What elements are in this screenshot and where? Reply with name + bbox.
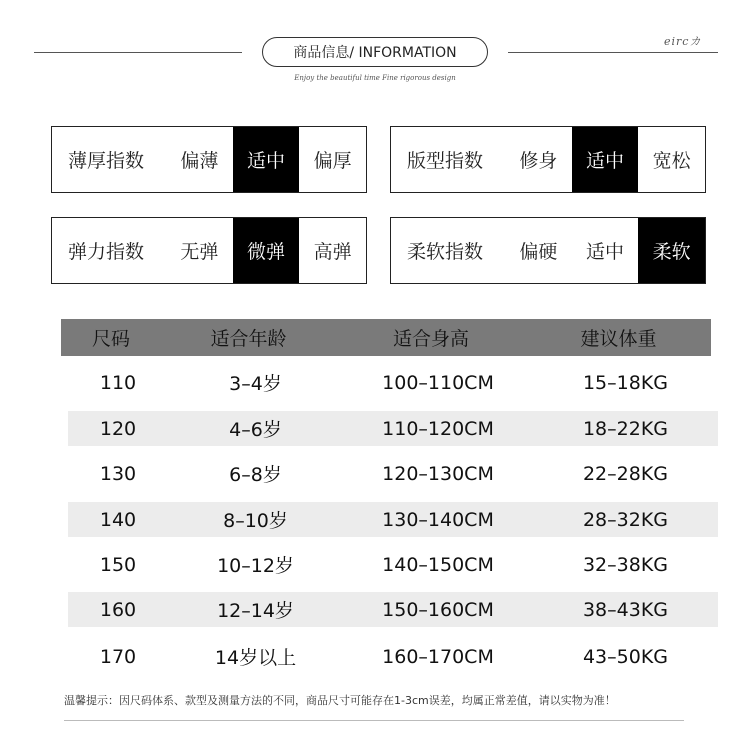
- table-row: [68, 639, 718, 674]
- cell-size: 130: [99, 462, 137, 485]
- cell-height: 130–140CM: [382, 508, 494, 531]
- cell-weight: 38–43KG: [582, 598, 669, 621]
- cell-age: 6–8岁: [229, 464, 282, 486]
- index-label: 薄厚指数: [68, 150, 145, 172]
- table-row: [68, 592, 718, 627]
- index-option: 偏硬: [519, 241, 558, 263]
- table-row: [68, 547, 718, 582]
- cell-height: 110–120CM: [382, 417, 494, 440]
- cell-age: 12–14岁: [217, 600, 294, 622]
- cell-height: 120–130CM: [382, 462, 494, 485]
- cell-size: 160: [99, 598, 137, 621]
- table-row: [68, 411, 718, 446]
- cell-height: 160–170CM: [382, 645, 494, 668]
- index-option: 无弹: [180, 241, 219, 263]
- footer-rule: [64, 720, 684, 721]
- index-option-selected: 适中: [233, 127, 300, 192]
- header-rule-right: [508, 52, 718, 53]
- index-option: 宽松: [652, 150, 691, 172]
- table-row: [68, 365, 718, 400]
- table-row: [68, 502, 718, 537]
- index-label: 弹力指数: [68, 241, 145, 263]
- cell-weight: 32–38KG: [582, 553, 669, 576]
- cell-size: 170: [99, 645, 137, 668]
- cell-weight: 15–18KG: [582, 371, 669, 394]
- cell-weight: 18–22KG: [582, 417, 669, 440]
- cell-height: 140–150CM: [382, 553, 494, 576]
- disclaimer-note: 温馨提示：因尺码体系、款型及测量方法的不同，商品尺寸可能存在1-3cm误差，均属正常差值，请以实物为准！: [64, 694, 616, 707]
- cell-height: 150–160CM: [382, 598, 494, 621]
- index-elasticity: [51, 217, 367, 284]
- index-option-selected: 适中: [572, 127, 639, 192]
- column-header-age: 适合年龄: [210, 328, 287, 350]
- column-header-weight: 建议体重: [580, 328, 657, 350]
- index-softness: [390, 217, 706, 284]
- index-option-selected: 柔软: [638, 218, 705, 283]
- cell-size: 140: [99, 508, 137, 531]
- table-row: [68, 456, 718, 491]
- column-header-height: 适合身高: [392, 328, 469, 350]
- index-label: 柔软指数: [407, 241, 484, 263]
- index-option: 适中: [586, 241, 625, 263]
- cell-weight: 22–28KG: [582, 462, 669, 485]
- index-thickness: [51, 126, 367, 193]
- cell-age: 8–10岁: [223, 510, 288, 532]
- cell-size: 110: [99, 371, 137, 394]
- cell-age: 14岁以上: [214, 647, 297, 669]
- column-header-size: 尺码: [91, 328, 130, 350]
- index-option: 高弹: [313, 241, 352, 263]
- page-subtitle: Enjoy the beautiful time Fine rigorous design: [294, 74, 456, 82]
- cell-age: 10–12岁: [217, 555, 294, 577]
- cell-weight: 28–32KG: [582, 508, 669, 531]
- cell-age: 4–6岁: [229, 419, 282, 441]
- page-title: 商品信息/ INFORMATION: [262, 37, 488, 67]
- cell-size: 150: [99, 553, 137, 576]
- index-option: 偏薄: [180, 150, 219, 172]
- brand-logo: eircカ: [664, 35, 702, 48]
- size-table-header: [61, 319, 711, 356]
- index-option-selected: 微弹: [233, 218, 300, 283]
- index-label: 版型指数: [407, 150, 484, 172]
- cell-age: 3–4岁: [229, 373, 282, 395]
- cell-size: 120: [99, 417, 137, 440]
- cell-height: 100–110CM: [382, 371, 494, 394]
- cell-weight: 43–50KG: [582, 645, 669, 668]
- index-fit: [390, 126, 706, 193]
- index-option: 偏厚: [313, 150, 352, 172]
- header-rule-left: [34, 52, 242, 53]
- index-option: 修身: [519, 150, 558, 172]
